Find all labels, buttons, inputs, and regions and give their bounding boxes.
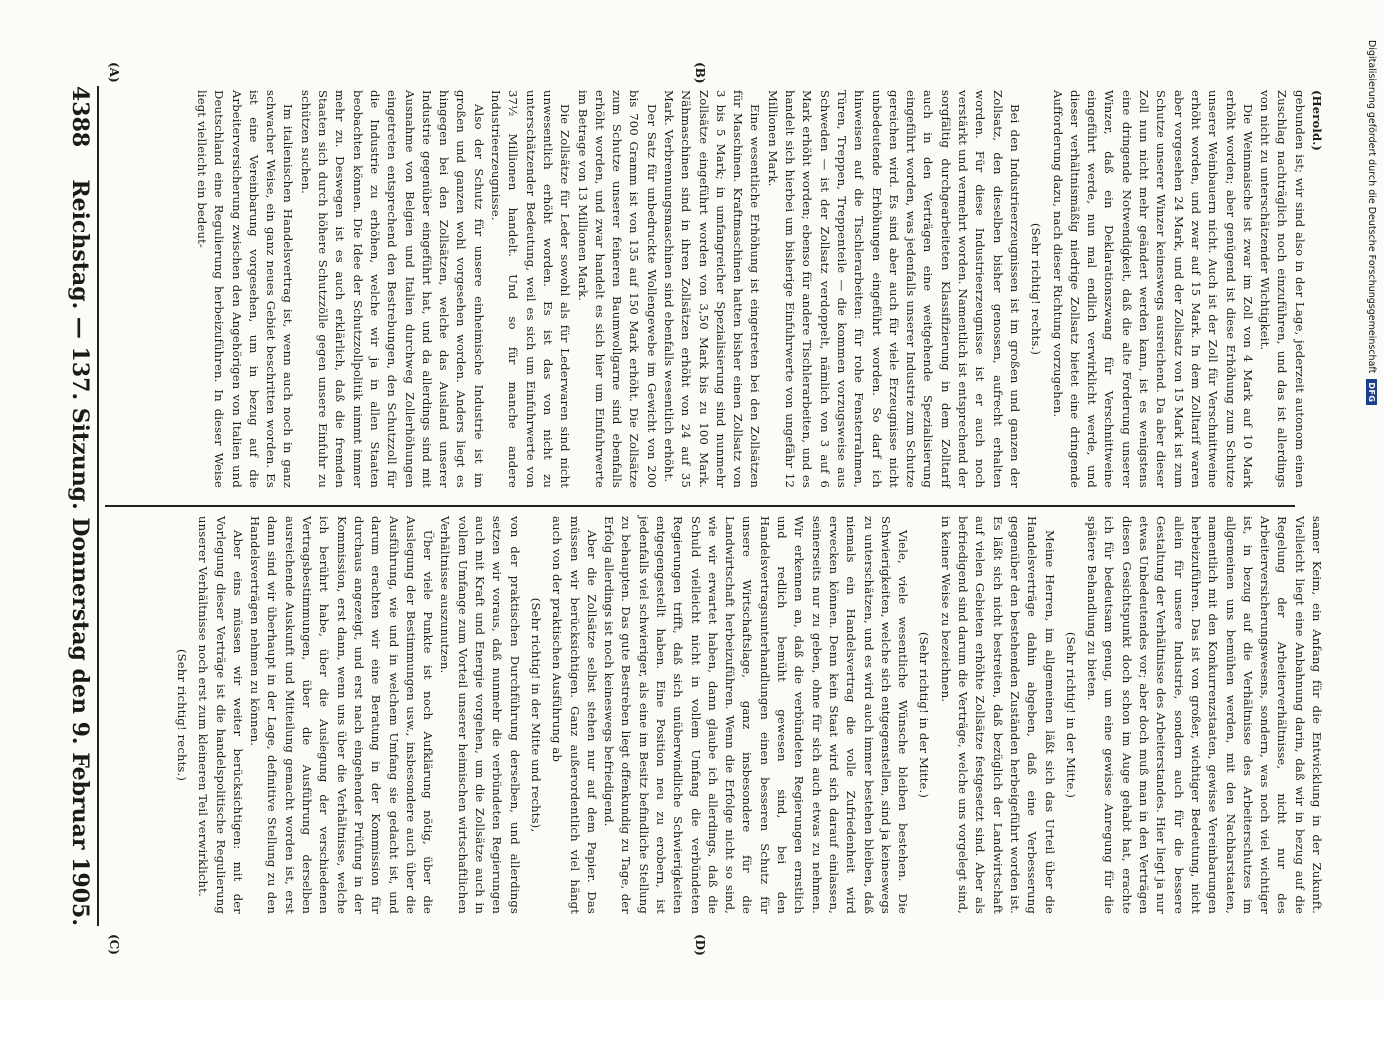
paragraph: Der Satz für unbedruckte Wollengewebe im Gewicht von 200 bis 700 Gramm ist von 135 auf 150 Mark erhöht. Die Zollsätze zum Schutze unserer feineren Baumwollgarne sind ebenfalls erhöht worden, und zwar handelt es sich hier um Einfuhrwerte im Betrage von 13 Millionen Mark.: [575, 90, 659, 488]
paragraph: Bei den Industrieerzeugnissen ist im großen und ganzen der Zollsatz, den dieselben bisher genossen, aufrecht erhalten worden. Für diese Industrieerzeugnisse ist er auch noch verstärkt und vermehrt worden. Namentlich ist entsprechend der sorgfältig durchgearbeiteten Klassifizierung in dem Zolltarif auch in den Verträgen eine weitgehende Spezialisierung eingeführt worden, was jedenfalls unserer Industrie zum Schutze gereichen wird. Es sind aber auch für viele Erzeugnisse nicht unbedeutende Erhöhungen eingeführt worden. So darf ich hinweisen auf die Tischlerarbeiten: für rohe Fensterrahmen, Türen, Treppen, Treppenteile — die kommen vorzugsweise aus Schweden — ist der Zollsatz verdoppelt, nämlich von 3 auf 6 Mark erhöht worden; ebenso für andere Tischlerarbeiten, und es handelt sich hierbei um bisherige Einfuhrwerte von ungefähr 12 Millionen Mark.: [765, 90, 1022, 488]
dfg-logo: DFG: [1366, 379, 1377, 405]
margin-marker-c: (C): [107, 934, 121, 955]
paragraph: Die Zollsätze für Leder sowohl als für Lederwaren sind nicht unwesentlich erhöht worden. Es ist das von nicht zu unterschätzender Bedeutung, weil es sich um Einfuhrwerte von 37½ Millionen handelt. Und so für manche andere Industrieerzeugnisse.: [489, 90, 573, 488]
header-rule: [98, 86, 100, 926]
paragraph: Aber eins müssen wir weiter berücksichtigen: mit der Vorlegung dieser Verträge ist die handelspolitische Regulierung unserer Verhältnisse noch erst zum kleineren Teil verwirklicht.: [196, 516, 245, 914]
margin-marker-a: (A): [107, 62, 121, 83]
right-column: [103, 516, 1325, 914]
paragraph: Meine Herren, im allgemeinen läßt sich das Urteil über die Handelsverträge dahin abgeben, daß eine Verbesserung gegenüber den bestehenden Zuständen herbeigeführt worden ist. Es läßt sich nicht bestreiten, daß bezüglich der Landwirtschaft auf vielen Gebieten erhöhte Zollsätze festgesetzt sind. Aber als befriedigend sind darum die Verträge, welche uns vorgelegt sind, in keiner Weise zu bezeichnen.: [938, 516, 1057, 914]
interjection: (Sehr richtig! rechts.): [175, 649, 189, 781]
paragraph: samer Keim, ein Anfang für die Entwicklung in der Zukunft. Vielleicht liegt eine Anbahnung darin, daß wir in bezug auf die Regelung der Arbeiterverhältnisse, nicht nur des Arbeiterversicherungswesens, sondern, was noch viel wichtiger ist, in bezug auf die Verhältnisse des Arbeiterschutzes im allgemeinen uns bemühen werden, mit den Nachbarstaaten, namentlich mit den Konkurrenzstaaten, gewisse Vereinbarungen herbeizuführen. Das ist von großer, wichtiger Bedeutung, nicht allein für unsere Industrie, sondern auch für die bessere Gestaltung der Verhältnisse des Arbeiterstandes. Hier liegt ja nur etwas Unbedeutendes vor; aber doch muß man in den Verträgen diesen Gesichtspunkt doch schon im Auge gehabt hat, erachte ich für bedeutsam genug, um eine gewisse Anregung für die spätere Behandlung zu bieten.: [1085, 516, 1324, 914]
page-title: Reichstag. — 137. Sitzung. Donnerstag den 9. Februar 1905.: [67, 179, 93, 926]
interjection: (Sehr richtig! rechts.): [1029, 223, 1044, 355]
page-header: [67, 86, 93, 926]
speaker-label: (Herold.): [1310, 90, 1324, 152]
margin-marker-b: (B): [693, 62, 707, 84]
paragraph: Über viele Punkte ist noch Aufklärung nötig, über die Auslegung der Bestimmungen usw., insbesondere auch über die Ausführung, wie und in welchem Umfang sie gedacht ist, und darum erachten wir eine Beratung in der Kommission für durchaus angezeigt, und erst nach eingehender Prüfung in der Kommission, erst dann, wenn uns über die Verhältnisse, welche ich berührt habe, über die Auslegung der verschiedenen Vertragsbestimmungen, über die Ausführung derselben ausreichende Auskunft und Mitteilung gemacht worden ist, erst dann sind wir überhaupt in der Lage, definitive Stellung zu den Handelsverträgen nehmen zu können.: [248, 516, 436, 914]
paragraph: von der praktischen Durchführung derselben, und allerdings setzen wir voraus, daß nunmehr die verbündeten Regierungen auch mit Kraft und Energie vorgehen, um die Zollsätze auch in vollem Umfange zum Vorteil unserer heimischen wirtschaftlichen Verhältnisse auszunutzen.: [438, 516, 522, 914]
paragraph: Im italienischen Handelsvertrag ist, wenn auch noch in ganz schwacher Weise, ein ganz neues Gebiet beschritten worden. Es ist eine Vereinbarung vorgesehen, um in bezug auf die Arbeiterversicherung zwischen den Angehörigen von Italien und Deutschland eine Regulierung herbeizuführen. In dieser Weise liegt vielleicht ein bedeut-: [195, 90, 296, 488]
paragraph: gebunden ist; wir sind also in der Lage, jederzeit autonom einen Zuschlag nachträglich noch einzuführen, und das ist allerdings von nicht zu unterschätzender Wichtigkeit.: [1258, 90, 1307, 488]
page-number: 4388: [67, 86, 93, 148]
interjection: (Sehr richtig! in der Mitte.): [917, 631, 932, 799]
paragraph: Aber die Zollsätze selbst stehen nur auf dem Papier. Das müssen wir berücksichtigen. Ganz außerordentlich viel hängt auch von der praktischen Ausführung ab: [550, 516, 599, 914]
margin-marker-d: (D): [693, 934, 707, 956]
paragraph: Viele, viele wesentliche Wünsche bleiben bestehen. Die Schwierigkeiten, welche sich entgegenstellen, sind ja keineswegs zu unterschätzen, und es wird auch immer bestehen bleiben, daß niemals ein Handelsvertrag die volle Zufriedenheit wird erwecken können. Denn kein Staat wird sich darauf einlassen, seinerseits nur zu geben, ohne für sich auch etwas zu nehmen. Wir erkennen an, daß die verbündeten Regierungen ernstlich und redlich bemüht gewesen sind, bei den Handelsvertragsunterhandlungen einen besseren Schutz für unsere Wirtschaftslage, ganz insbesondere für die Landwirtschaft herbeizuführen. Wenn die Erfolge nicht so sind, wie wir erwartet haben, dann glaube ich allerdings, daß die Schuld vielleicht nicht in vollem Umfang die verbündeten Regierungen trifft, daß sich unüberwindliche Schwierigkeiten entgegengestellt haben. Eine Position neu zu erobern, ist jedenfalls viel schwieriger, als eine im Besitz befindliche Stellung zu behaupten. Das gute Bestreben liegt offenkundig zu Tage, der Erfolg allerdings ist noch keineswegs befriedigend.: [602, 516, 911, 914]
paragraph: Eine wesentliche Erhöhung ist eingetreten bei den Zollsätzen für Maschinen. Kraftmaschinen hatten bisher einen Zollsatz von 3 bis 5 Mark; in umfangreicher Spezialisierung sind nunmehr Zollsätze eingeführt worden von 3,50 Mark bis zu 100 Mark. Nähmaschinen sind in ihren Zollsätzen erhöht von 24 auf 35 Mark. Verbrennungsmaschinen sind ebenfalls wesentlich erhöht.: [662, 90, 763, 488]
paragraph: Also der Schutz für unsere einheimische Industrie ist im großen und ganzen wohl vorgesehen worden. Anders liegt es hingegen bei den Zollsätzen, welche das Ausland unserer Industrie gegenüber eingeführt hat, und da allerdings sind mit Ausnahme von Belgien und Italien durchweg Zollerhöhungen eingetreten entsprechend den Bestrebungen, den Schutzzoll für die Industrie zu erhöhen, welche wir ja in allen Staaten beobachten können. Die Idee der Schutzzollpolitik nimmt immer mehr zu. Deswegen ist es auch erklärlich, daß die fremden Staaten sich durch höhere Schutzzölle gegen unsere Einfuhr zu schützen suchen.: [298, 90, 486, 488]
column-divider: [105, 505, 1295, 507]
credit-text: Digitalisierung gefördert durch die Deutsche Forschungsgemeinschaft: [1366, 40, 1377, 374]
interjection: (Sehr richtig! in der Mitte.): [1063, 631, 1078, 799]
digitization-credit: [1366, 40, 1377, 1040]
paragraph: Die Weinmaische ist zwar im Zoll von 4 Mark auf 10 Mark erhöht worden; aber genügend ist diese Erhöhung zum Schutze unserer Weinbauern nicht. Auch ist der Zoll für Verschnittweine erhöht worden, und zwar auf 15 Mark. In dem Zolltarif waren aber vorgesehen 24 Mark, und der Zollsatz von 15 Mark ist zum Schutze unserer Winzer keineswegs ausreichend. Da aber dieser Zoll nun nicht mehr geändert werden kann, ist es wenigstens eine dringende Notwendigkeit, daß die alte Forderung unserer Winzer, daß ein Deklarationszwang für Verschnittweine eingeführt werde, nun mal endlich verwirklicht werde, und dieser verhältnismäßig niedrige Zollsatz bietet eine dringende Aufforderung dazu, nach dieser Richtung vorzugehen.: [1050, 90, 1255, 488]
interjection: (Sehr richtig! in der Mitte und rechts),: [528, 597, 543, 833]
left-column: [103, 90, 1325, 488]
